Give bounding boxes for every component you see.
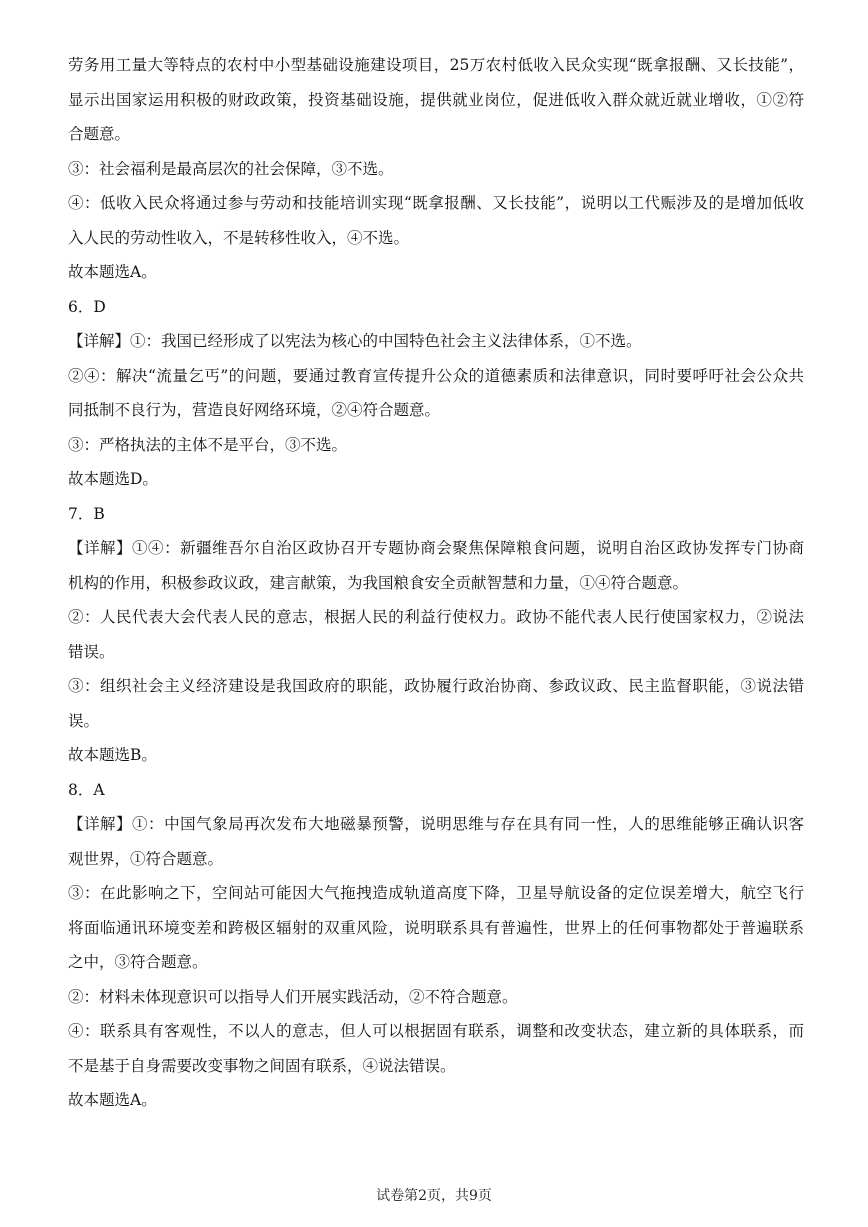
question-number-7: 7．B xyxy=(68,504,105,523)
text-line-6: 入人民的劳动性收入，不是转移性收入，④不选。 xyxy=(68,228,410,247)
text-line-28: ②：材料未体现意识可以指导人们开展实践活动，②不符合题意。 xyxy=(68,987,518,1006)
text-line-27: 之中，③符合题意。 xyxy=(68,953,208,971)
text-line-16: 机构的作用，积极参政议政，建言献策，为我国粮食安全贡献智慧和力量，①④符合题意。 xyxy=(68,573,689,592)
text-line-15: 【详解】①④：新疆维吾尔自治区政协召开专题协商会聚焦保障粮食问题，说明自治区政协发挥专门协商 xyxy=(68,539,804,557)
question-number-6: 6．D xyxy=(68,297,106,316)
text-line-2: 显示出国家运用积极的财政政策，投资基础设施，提供就业岗位，促进低收入群众就近就业增收，①②符 xyxy=(68,90,804,109)
question-number-8: 8．A xyxy=(68,780,105,799)
text-line-9: 【详解】①：我国已经形成了以宪法为核心的中国特色社会主义法律体系，①不选。 xyxy=(68,332,642,350)
text-line-29: ④：联系具有客观性，不以人的意志，但人可以根据固有联系，调整和改变状态，建立新的具体联系，而 xyxy=(68,1022,804,1040)
text-line-21: 故本题选B。 xyxy=(68,746,157,764)
text-line-11: 同抵制不良行为，营造良好网络环境，②④符合题意。 xyxy=(68,401,441,419)
text-line-26: 将面临通讯环境变差和跨极区辐射的双重风险，说明联系具有普遍性，世界上的任何事物都处于普遍联系 xyxy=(68,918,804,937)
text-line-1: 劳务用工量大等特点的农村中小型基础设施建设项目，25万农村低收入民众实现“既拿报酬、又长技能”， xyxy=(68,56,804,74)
text-line-20: 误。 xyxy=(68,711,100,730)
text-line-31: 故本题选A。 xyxy=(68,1091,157,1109)
text-line-4: ③：社会福利是最高层次的社会保障，③不选。 xyxy=(68,159,394,178)
text-line-18: 错误。 xyxy=(68,642,115,661)
text-line-17: ②：人民代表大会代表人民的意志，根据人民的利益行使权力。政协不能代表人民行使国家权力，②说法 xyxy=(68,608,804,626)
text-line-30: 不是基于自身需要改变事物之间固有联系，④说法错误。 xyxy=(68,1056,456,1075)
text-line-12: ③：严格执法的主体不是平台，③不选。 xyxy=(68,435,348,454)
text-line-19: ③：组织社会主义经济建设是我国政府的职能，政协履行政治协商、参政议政、民主监督职能，③说法错 xyxy=(68,677,804,695)
text-line-5: ④：低收入民众将通过参与劳动和技能培训实现“既拿报酬、又长技能”，说明以工代赈涉及的是增加低收 xyxy=(68,194,804,212)
text-line-10: ②④：解决“流量乞丐”的问题，要通过教育宣传提升公众的道德素质和法律意识，同时要呼吁社会公众共 xyxy=(68,366,804,385)
answer-explanations xyxy=(68,48,804,1118)
text-line-25: ③：在此影响之下，空间站可能因大气拖拽造成轨道高度下降，卫星导航设备的定位误差增大，航空飞行 xyxy=(68,884,804,902)
page-footer: 试卷第2页，共9页 xyxy=(376,1188,492,1204)
text-line-23: 【详解】①：中国气象局再次发布大地磁暴预警，说明思维与存在具有同一性，人的思维能够正确认识客 xyxy=(68,815,804,833)
text-line-7: 故本题选A。 xyxy=(68,263,157,281)
text-line-3: 合题意。 xyxy=(68,125,131,143)
text-line-24: 观世界，①符合题意。 xyxy=(68,849,224,868)
text-line-13: 故本题选D。 xyxy=(68,470,158,488)
